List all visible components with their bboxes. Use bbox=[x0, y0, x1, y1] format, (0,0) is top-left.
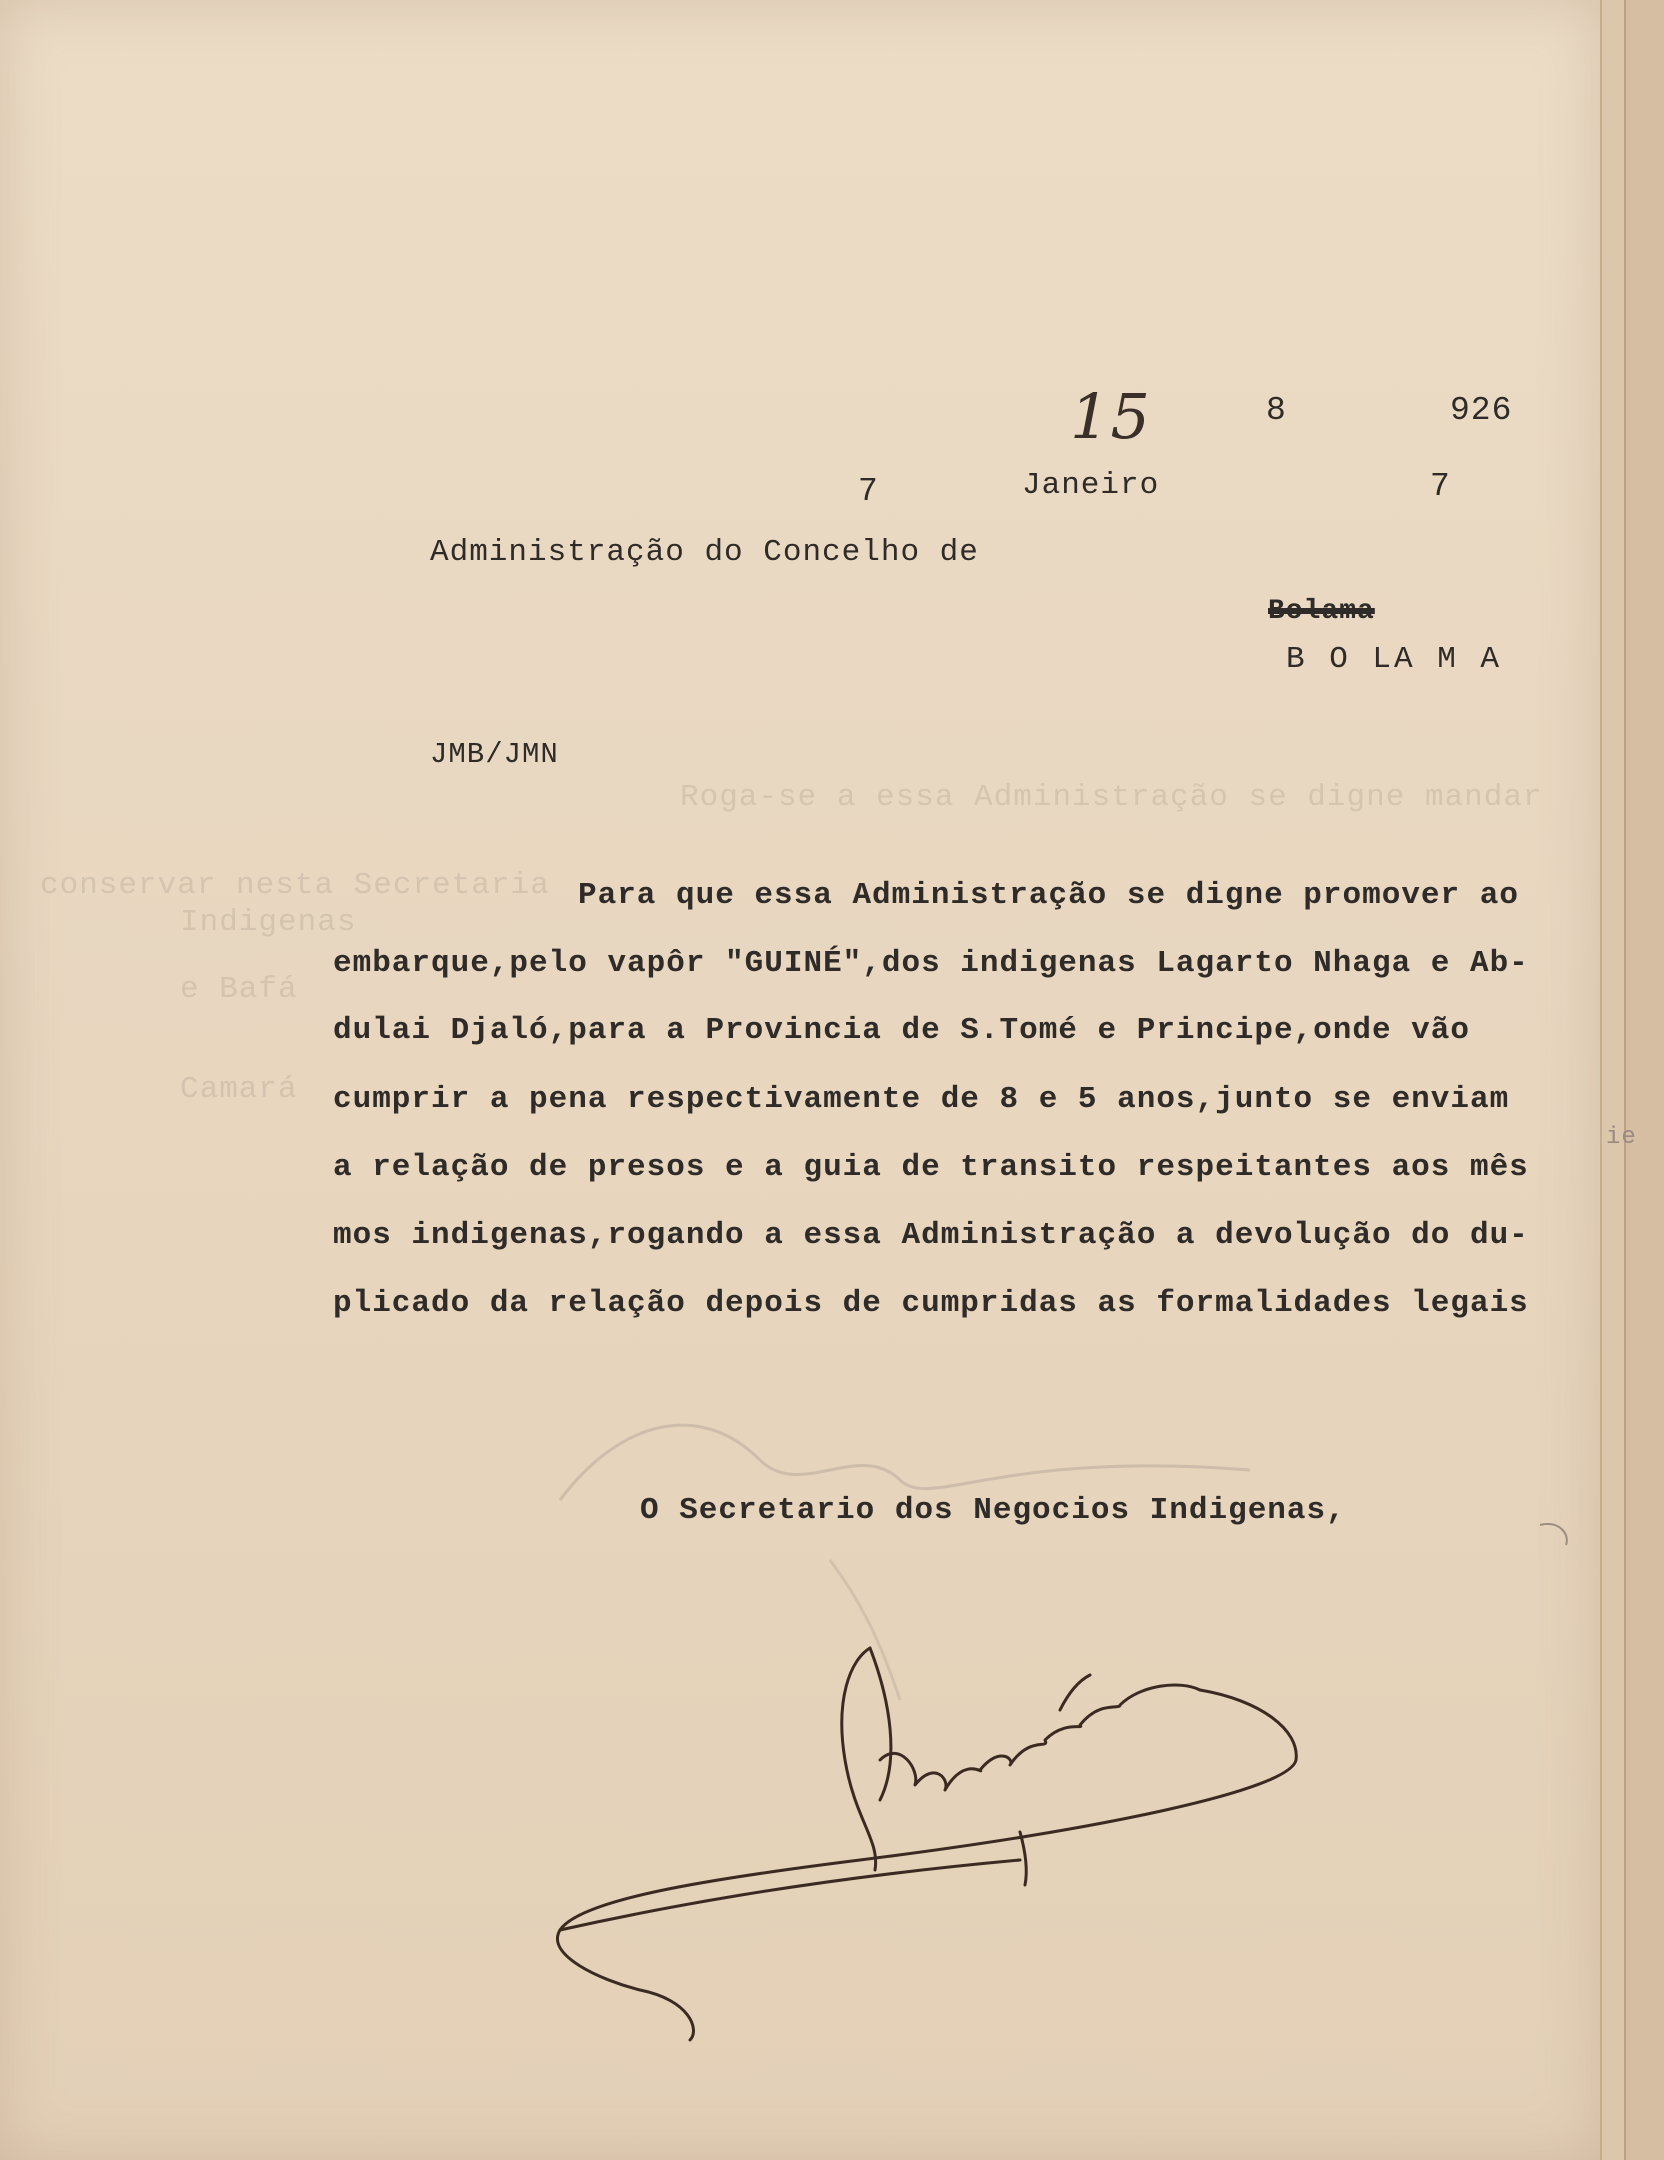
typed-day: 7 bbox=[858, 473, 879, 510]
body-line-6: mos indigenas,rogando a essa Administração a devolução do du- bbox=[333, 1218, 1529, 1253]
show-through-line-4: e Bafá bbox=[180, 972, 298, 1007]
margin-fragment: ie bbox=[1606, 1124, 1637, 1151]
body-line-1: Para que essa Administração se digne promover ao bbox=[578, 878, 1519, 913]
struck-place: Bolama bbox=[1268, 596, 1375, 627]
handwritten-day: 15 bbox=[1070, 380, 1151, 453]
year: 926 bbox=[1450, 392, 1513, 429]
closing-line: O Secretario dos Negocios Indigenas, bbox=[640, 1493, 1346, 1528]
typed-year-digit: 7 bbox=[1430, 468, 1451, 505]
show-through-line-5: Camará bbox=[180, 1072, 298, 1107]
body-line-5: a relação de presos e a guia de transito respeitantes aos mês bbox=[333, 1150, 1529, 1185]
show-through-line-1: Roga-se a essa Administração se digne mandar bbox=[680, 780, 1543, 815]
reference-code: JMB/JMN bbox=[430, 738, 559, 771]
body-line-7: plicado da relação depois de cumpridas as formalidades legais bbox=[333, 1286, 1529, 1321]
body-line-4: cumprir a pena respectivamente de 8 e 5 anos,junto se enviam bbox=[333, 1082, 1510, 1117]
recipient-line: Administração do Concelho de bbox=[430, 535, 979, 570]
body-line-3: dulai Djaló,para a Provincia de S.Tomé e Principe,onde vão bbox=[333, 1013, 1470, 1048]
month-number: 8 bbox=[1266, 392, 1287, 429]
body-line-2: embarque,pelo vapôr "GUINÉ",dos indigenas Lagarto Nhaga e Ab- bbox=[333, 946, 1529, 981]
show-through-line-3: Indigenas bbox=[180, 905, 357, 940]
typed-month: Janeiro bbox=[1022, 468, 1160, 503]
recipient-place: B O LA M A bbox=[1286, 642, 1503, 677]
show-through-line-2: conservar nesta Secretaria bbox=[40, 868, 550, 903]
